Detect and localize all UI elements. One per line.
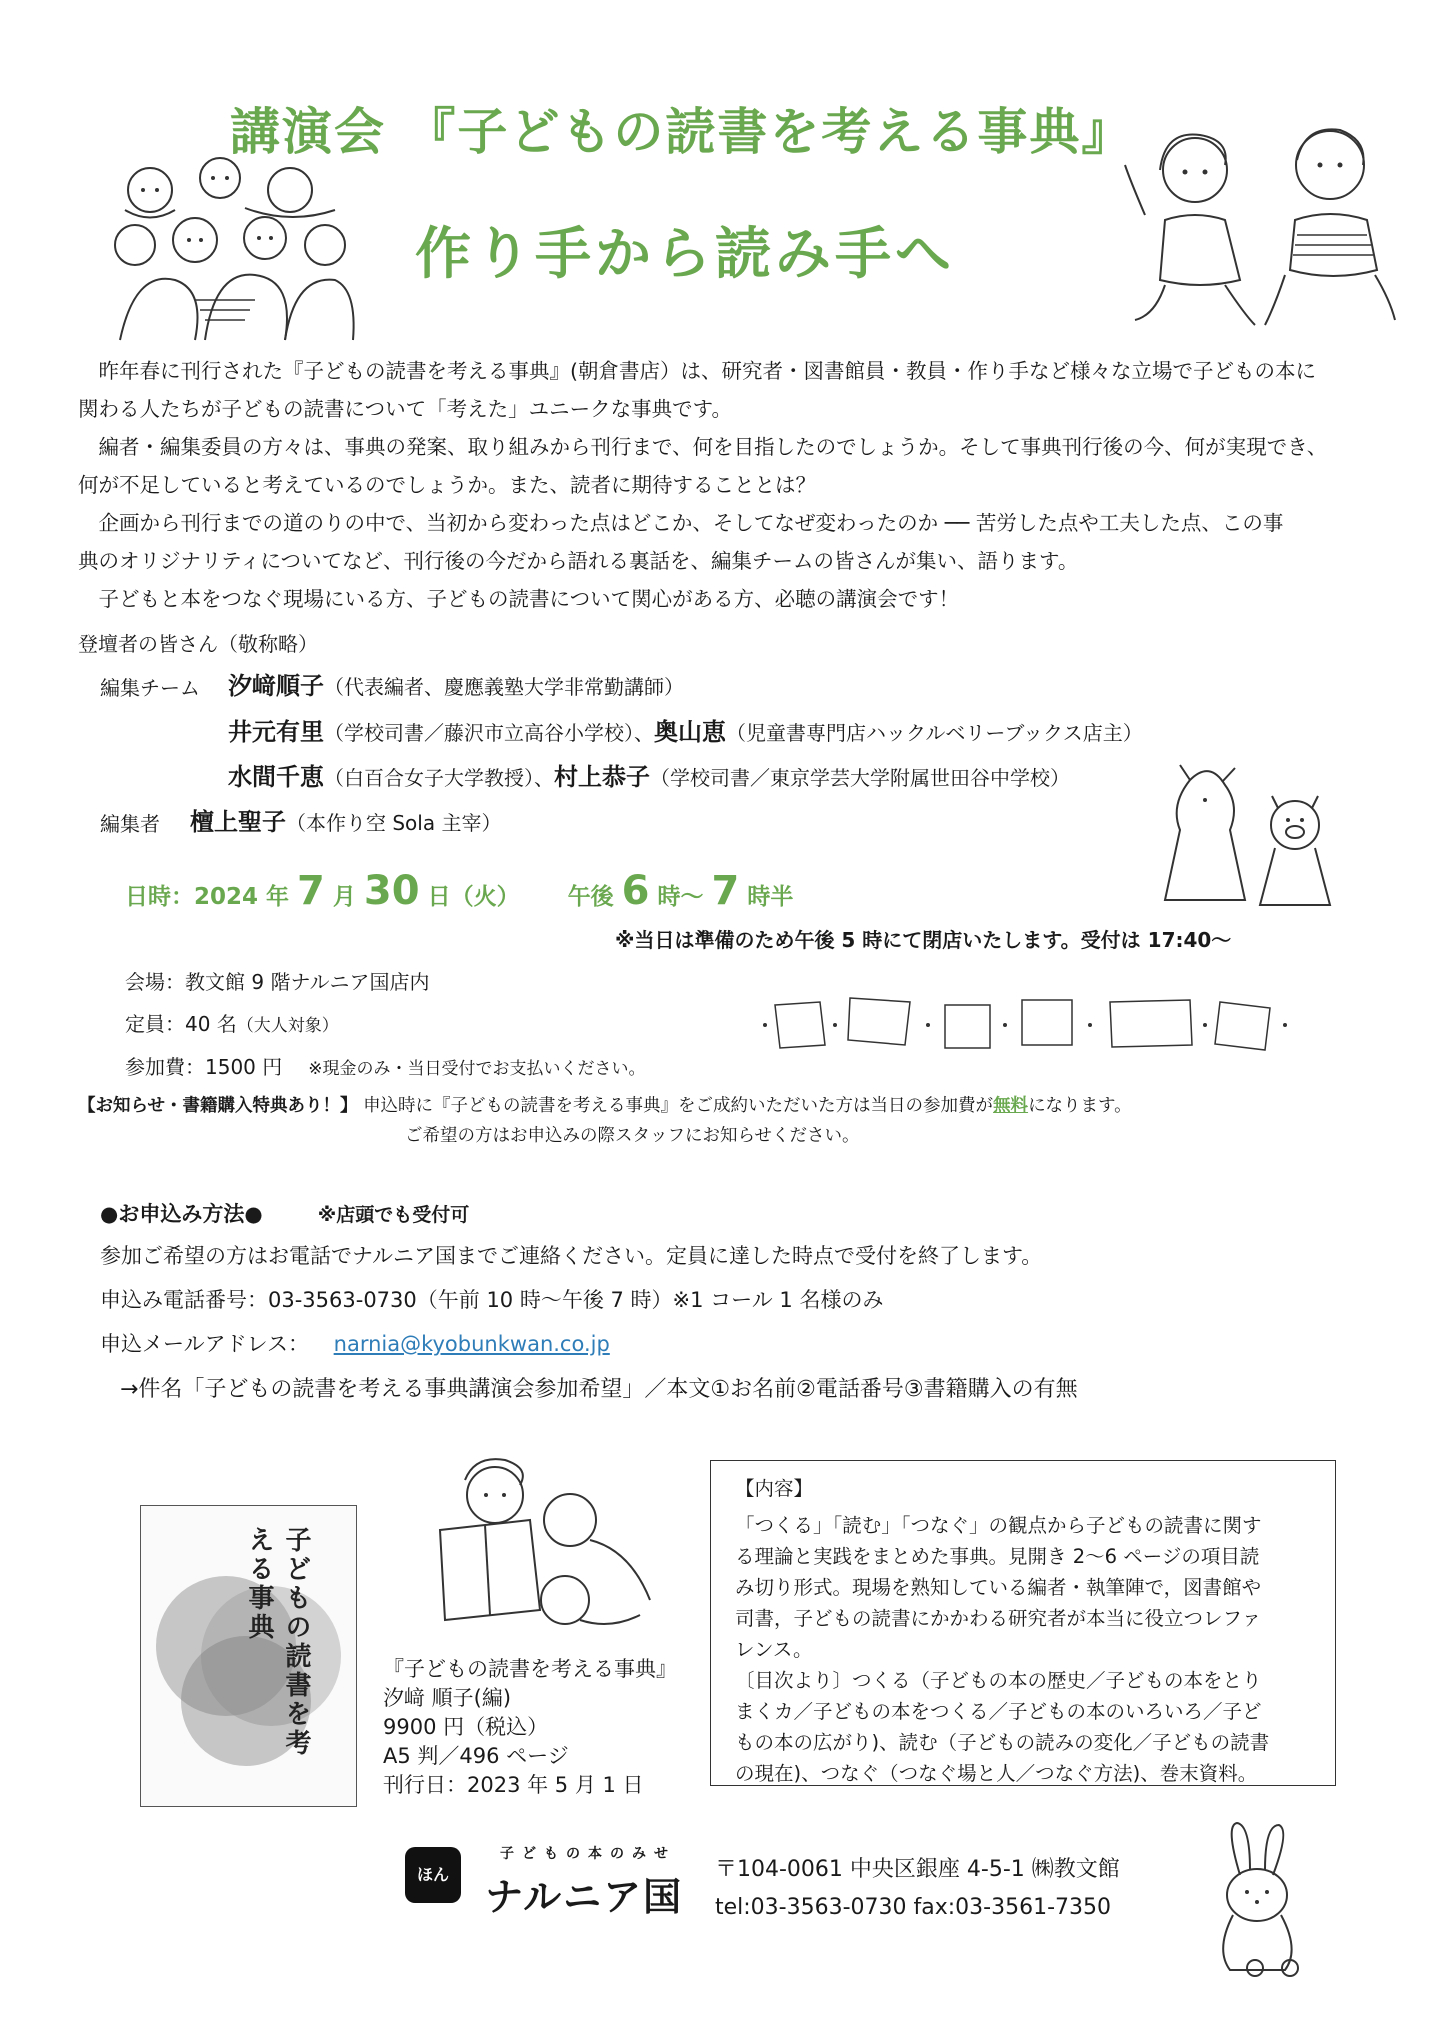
date-day: 30 <box>363 868 420 914</box>
book-editor: 汐﨑 順子(編) <box>383 1686 512 1710</box>
store-logo-icon <box>405 1847 461 1903</box>
speaker-row <box>228 712 1143 747</box>
intro-line: 昨年春に刊行された『子どもの読書を考える事典』(朝倉書店）は、研究者・図書館員・教員・作り手など様々な立場で子どもの本に <box>98 359 1316 383</box>
editor-label: 編集者 <box>100 812 160 836</box>
capacity: 定員：40 名 <box>125 1012 237 1036</box>
intro-line: 関わる人たちが子どもの読書について「考えた」ユニークな事典です。 <box>78 397 732 421</box>
intro-line: 編者・編集委員の方々は、事典の発案、取り組みから刊行まで、何を目指したのでしょうか。そして事典刊行後の今、何が実現でき、 <box>98 435 1328 459</box>
speaker-role: （学校司書／藤沢市立高谷小学校）、 <box>324 721 654 745</box>
book-format: A5 判／496 ページ <box>383 1744 569 1768</box>
contents-line: の現在)、つなぐ（つなぐ場と人／つなぐ方法)、巻末資料。 <box>735 1762 1258 1785</box>
contents-line: 「つくる」「読む」「つなぐ」の観点から子どもの読書に関す <box>735 1514 1262 1537</box>
intro-text <box>78 352 1378 618</box>
contents-line: もの本の広がり)、読む（子どもの読みの変化／子どもの読書 <box>735 1731 1270 1754</box>
speaker-role: （児童書専門店ハックルベリーブックス店主） <box>726 721 1143 745</box>
apply-email-label: 申込メールアドレス： <box>100 1332 309 1356</box>
apply-subject: →件名「子どもの読書を考える事典講演会参加希望」／本文①お名前②電話番号③書籍購入の有無 <box>120 1377 1078 1402</box>
speaker-role: （白百合女子大学教授）、 <box>324 766 554 790</box>
contents-line: る理論と実践をまとめた事典。見開き 2～6 ページの項目読 <box>735 1545 1260 1568</box>
cover-title: 子どもの読書を考える事典 <box>244 1526 311 1758</box>
store-contact: tel:03-3563-0730 fax:03-3561-7350 <box>715 1895 1112 1920</box>
notice-text: 申込時に『子どもの読書を考える事典』をご成約いただいた方は当日の参加費が <box>363 1096 994 1116</box>
speaker-row <box>190 802 501 837</box>
book-info <box>383 1655 677 1800</box>
rabbit-illustration <box>1195 1820 1315 1980</box>
time-start: 6 <box>621 868 650 914</box>
contents-line: レンス。 <box>735 1638 813 1661</box>
speaker-role: （本作り空 Sola 主宰） <box>286 811 502 835</box>
notice-row <box>78 1092 1132 1117</box>
event-subtitle: 作り手から読み手へ <box>415 222 955 287</box>
capacity-row <box>125 1008 339 1037</box>
store-name: ナルニア国 <box>485 1875 684 1919</box>
store-address: 〒104-0061 中央区銀座 4-5-1 ㈱教文館 <box>715 1857 1120 1882</box>
apply-heading: ●お申込み方法● <box>100 1202 263 1226</box>
date-day-unit: 日（火） <box>427 884 520 910</box>
notice-free: 無料 <box>993 1096 1029 1116</box>
speaker-name: 檀上聖子 <box>190 808 286 836</box>
capacity-note: （大人対象） <box>236 1016 339 1036</box>
email-link[interactable]: narnia@kyobunkwan.co.jp <box>333 1332 610 1356</box>
contents-line: まくカ／子どもの本をつくる／子どもの本のいろいろ／子ど <box>735 1700 1262 1723</box>
time-end: 7 <box>711 868 740 914</box>
book-cover <box>140 1505 357 1807</box>
intro-line: 子どもと本をつなぐ現場にいる方、子どもの読書について関心がある方、必聴の講演会です！ <box>98 587 960 611</box>
event-datetime <box>125 868 793 914</box>
contents-line: 司書，子どもの読書にかかわる研究者が本当に役立つレファ <box>735 1607 1262 1630</box>
speaker-name: 水間千恵 <box>228 763 324 791</box>
store-tagline: 子どもの本のみせ <box>500 1846 676 1862</box>
contents-line: み切り形式。現場を熟知している編者・執筆陣で，図書館や <box>735 1576 1262 1599</box>
time-post: 時半 <box>747 884 794 910</box>
intro-line: 典のオリジナリティについてなど、刊行後の今だから語れる裏話を、編集チームの皆さんが集い、語ります。 <box>78 549 1079 573</box>
intro-line: 企画から刊行までの道のりの中で、当初から変わった点はどこか、そしてなぜ変わったのか ── 苦労した点や工夫した点、この事 <box>98 511 1284 535</box>
speaker-name: 奥山恵 <box>654 718 726 746</box>
reading-kids-illustration <box>420 1450 660 1640</box>
date-label: 日時：2024 年 <box>125 884 290 910</box>
date-month: 7 <box>297 868 325 914</box>
two-kids-illustration <box>1105 120 1405 335</box>
date-month-unit: 月 <box>332 884 356 910</box>
puppets-illustration <box>1150 760 1350 910</box>
notice-text-post: になります。 <box>1028 1096 1132 1116</box>
store-logo-badge: ほん <box>416 1865 449 1884</box>
notice-label: 【お知らせ・書籍購入特典あり！】 <box>78 1096 358 1116</box>
notice-line2: ご希望の方はお申込みの際スタッフにお知らせください。 <box>405 1126 860 1146</box>
book-strip-illustration <box>760 990 1300 1060</box>
book-date: 刊行日：2023 年 5 月 1 日 <box>383 1773 644 1797</box>
event-title: 講演会 『子どもの読書を考える事典』 <box>230 103 1134 161</box>
speaker-row <box>228 666 684 701</box>
speaker-role: （学校司書／東京学芸大学附属世田谷中学校） <box>650 766 1070 790</box>
fee-note: ※現金のみ・当日受付でお支払いください。 <box>308 1059 646 1079</box>
book-title: 『子どもの読書を考える事典』 <box>383 1657 677 1681</box>
speaker-name: 汐﨑順子 <box>228 672 324 700</box>
apply-heading-row <box>100 1198 469 1228</box>
closing-note: ※当日は準備のため午後 5 時にて閉店いたします。受付は 17:40～ <box>615 928 1232 952</box>
contents-label: 【内容】 <box>735 1477 814 1500</box>
contents-line: 〔目次より〕つくる（子どもの本の歴史／子どもの本をとり <box>735 1669 1262 1692</box>
children-group-illustration <box>95 150 365 350</box>
speaker-name: 井元有里 <box>228 718 324 746</box>
apply-line1: 参加ご希望の方はお電話でナルニア国までご連絡ください。定員に達した時点で受付を終了します。 <box>100 1244 1043 1268</box>
time-mid: 時～ <box>657 884 704 910</box>
fee: 参加費：1500 円 <box>125 1055 283 1079</box>
contents-box <box>710 1460 1336 1786</box>
intro-line: 何が不足していると考えているのでしょうか。また、読者に期待することとは？ <box>78 473 816 497</box>
team-label: 編集チーム <box>100 676 200 700</box>
apply-email-row <box>100 1328 610 1358</box>
speaker-row <box>228 757 1070 792</box>
fee-row <box>125 1051 646 1080</box>
venue: 会場：教文館 9 階ナルニア国店内 <box>125 970 430 994</box>
speakers-heading: 登壇者の皆さん（敬称略） <box>78 632 318 656</box>
speaker-role: （代表編者、慶應義塾大学非常勤講師） <box>324 675 684 699</box>
time-pre: 午後 <box>567 884 614 910</box>
apply-phone: 申込み電話番号：03-3563-0730（午前 10 時～午後 7 時）※1 コール 1 名様のみ <box>100 1288 884 1312</box>
speaker-name: 村上恭子 <box>554 763 650 791</box>
book-price: 9900 円（税込） <box>383 1715 549 1739</box>
apply-heading-note: ※店頭でも受付可 <box>317 1204 470 1226</box>
